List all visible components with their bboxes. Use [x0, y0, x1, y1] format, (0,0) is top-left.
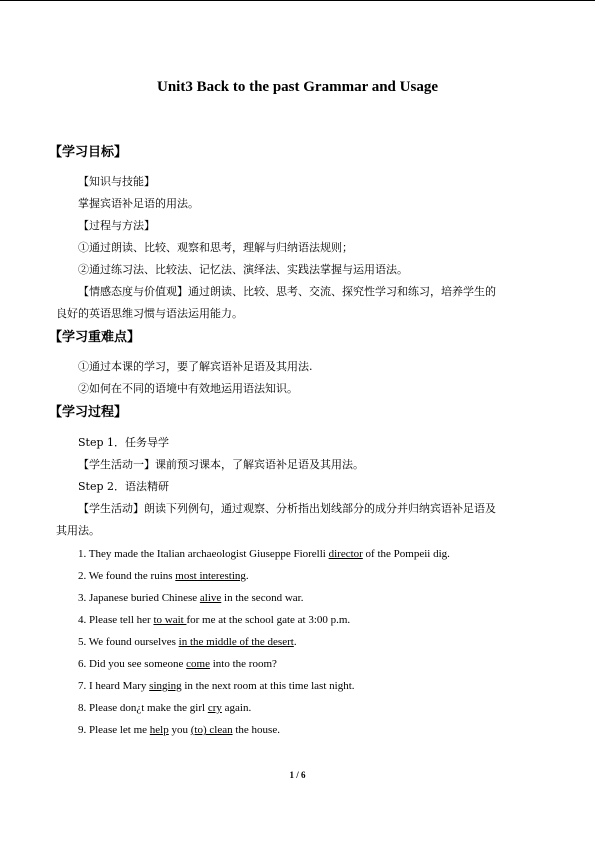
underlined-phrase: director — [328, 548, 363, 560]
top-rule — [0, 0, 595, 1]
example-sentence: 2. We found the ruins most interesting. — [78, 570, 249, 582]
step-2: Step 2．语法精研 — [78, 480, 170, 493]
underlined-phrase: to wait — [153, 614, 187, 626]
section-heading-process: 【学习过程】 — [49, 405, 128, 420]
example-sentence: 7. I heard Mary singing in the next room at this time last night. — [78, 680, 355, 692]
example-sentence: 3. Japanese buried Chinese alive in the second war. — [78, 592, 304, 604]
underlined-phrase: cry — [207, 702, 222, 714]
step-1: Step 1．任务导学 — [78, 436, 170, 449]
underlined-phrase: help — [149, 724, 169, 736]
page-number: 1 / 6 — [289, 770, 306, 780]
process-label: 【过程与方法】 — [78, 219, 155, 232]
process-item-1: ①通过朗读、比较、观察和思考，理解与归纳语法规则； — [78, 241, 353, 254]
example-sentence: 9. Please let me help you (to) clean the house. — [78, 724, 280, 736]
emotion-line-1: 【情感态度与价值观】通过朗读、比较、思考、交流、探究性学习和练习，培养学生的 — [78, 285, 496, 298]
knowledge-label: 【知识与技能】 — [78, 175, 155, 188]
underlined-phrase: singing — [149, 680, 182, 692]
student-activity-2-line-2: 其用法。 — [56, 524, 100, 537]
key-point-2: ②如何在不同的语境中有效地运用语法知识。 — [78, 382, 298, 395]
student-activity-2-line-1: 【学生活动】朗读下列例句，通过观察、分析指出划线部分的成分并归纳宾语补足语及 — [78, 502, 496, 515]
underlined-phrase: alive — [199, 592, 222, 604]
example-sentence: 8. Please don¿t make the girl cry again. — [78, 702, 252, 714]
section-heading-objectives: 【学习目标】 — [49, 145, 128, 160]
process-item-2: ②通过练习法、比较法、记忆法、演绎法、实践法掌握与运用语法。 — [78, 263, 408, 276]
key-point-1: ①通过本课的学习，要了解宾语补足语及其用法. — [78, 360, 313, 373]
student-activity-1: 【学生活动一】课前预习课本，了解宾语补足语及其用法。 — [78, 458, 364, 471]
section-heading-key-points: 【学习重难点】 — [49, 330, 141, 345]
example-sentence: 6. Did you see someone come into the room? — [78, 658, 277, 670]
knowledge-text: 掌握宾语补足语的用法。 — [78, 197, 199, 210]
example-sentence: 4. Please tell her to wait for me at the school gate at 3:00 p.m. — [78, 614, 351, 626]
emotion-line-2: 良好的英语思维习惯与语法运用能力。 — [56, 307, 243, 320]
underlined-phrase: most interesting — [175, 570, 246, 582]
underlined-phrase: in the middle of the desert — [178, 636, 294, 648]
underlined-phrase: come — [186, 658, 210, 670]
document-title: Unit3 Back to the past Grammar and Usage — [157, 79, 438, 95]
underlined-phrase: (to) clean — [190, 724, 233, 736]
example-sentence: 5. We found ourselves in the middle of the desert. — [78, 636, 297, 648]
example-sentence: 1. They made the Italian archaeologist Giuseppe Fiorelli director of the Pompeii dig. — [78, 548, 450, 560]
